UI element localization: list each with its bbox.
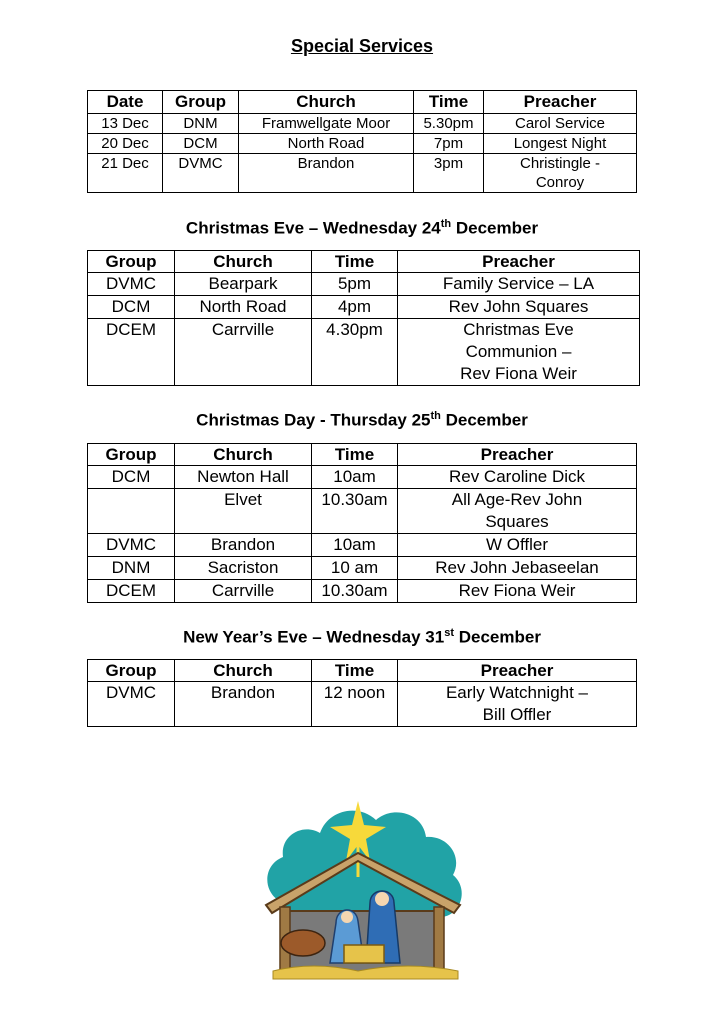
table-cell: Longest Night: [484, 134, 637, 154]
column-header: Group: [88, 251, 175, 273]
table-cell: DVMC: [88, 273, 175, 296]
table-cell: 5.30pm: [414, 114, 484, 134]
table-cell: DCEM: [88, 319, 175, 386]
table-row: [88, 466, 637, 489]
table-cell: Christmas Eve Communion – Rev Fiona Weir: [398, 319, 640, 386]
column-header: Time: [414, 91, 484, 114]
heading-ordinal: th: [430, 410, 441, 422]
table-cell: 21 Dec: [88, 154, 163, 193]
special-services-table: [87, 90, 637, 193]
heading-text: December: [440, 410, 528, 430]
table-cell: Brandon: [175, 682, 312, 727]
joseph-face: [375, 892, 389, 906]
table-cell: 4pm: [312, 296, 398, 319]
table-cell: 10.30am: [312, 489, 398, 534]
table-cell: Bearpark: [175, 273, 312, 296]
page-title: Special Services: [290, 36, 434, 56]
column-header: Preacher: [484, 91, 637, 114]
table-cell: Brandon: [175, 534, 312, 557]
column-header: Church: [239, 91, 414, 114]
column-header: Group: [88, 660, 175, 682]
column-header: Date: [88, 91, 163, 114]
table-cell: Family Service – LA: [398, 273, 640, 296]
column-header: Church: [175, 660, 312, 682]
table-row: [88, 154, 637, 193]
table-cell: DCEM: [88, 580, 175, 603]
table-cell: 13 Dec: [88, 114, 163, 134]
heading-text: December: [454, 627, 541, 647]
table-row: [88, 557, 637, 580]
table-cell: Rev John Squares: [398, 296, 640, 319]
christmas-day-table: [87, 443, 637, 603]
heading-text: Christmas Eve – Wednesday 24: [185, 218, 441, 238]
column-header: Church: [175, 251, 312, 273]
table-cell: DCM: [163, 134, 239, 154]
table-header-row: [88, 91, 637, 114]
new-years-eve-heading: [0, 627, 724, 648]
column-header: Preacher: [398, 444, 637, 466]
table-cell: Carrville: [175, 319, 312, 386]
column-header: Preacher: [398, 660, 637, 682]
table-cell: Early Watchnight – Bill Offler: [398, 682, 637, 727]
table-cell: 10am: [312, 466, 398, 489]
table-cell: 10 am: [312, 557, 398, 580]
table-cell: All Age-Rev John Squares: [398, 489, 637, 534]
table-cell: North Road: [239, 134, 414, 154]
table-cell: 20 Dec: [88, 134, 163, 154]
column-header: Time: [312, 660, 398, 682]
table-row: [88, 580, 637, 603]
heading-text: December: [451, 218, 539, 238]
column-header: Time: [312, 251, 398, 273]
table-row: [88, 682, 637, 727]
ox-icon: [281, 930, 325, 956]
christmas-day-heading: [0, 410, 724, 431]
table-cell: Newton Hall: [175, 466, 312, 489]
manger-icon: [344, 945, 384, 963]
heading-ordinal: st: [444, 627, 454, 639]
nativity-clipart: [258, 795, 468, 985]
table-cell: North Road: [175, 296, 312, 319]
table-header-row: [88, 660, 637, 682]
table-cell: Carrville: [175, 580, 312, 603]
heading-ordinal: th: [440, 218, 452, 230]
table-row: [88, 273, 640, 296]
christmas-eve-heading: [0, 218, 724, 239]
table-row: [88, 319, 640, 386]
table-cell: 12 noon: [312, 682, 398, 727]
table-cell: DCM: [88, 466, 175, 489]
table-cell: Framwellgate Moor: [239, 114, 414, 134]
table-cell: Brandon: [239, 154, 414, 193]
table-cell: Rev Fiona Weir: [398, 580, 637, 603]
table-cell: DCM: [88, 296, 175, 319]
column-header: Preacher: [398, 251, 640, 273]
table-cell: DVMC: [88, 682, 175, 727]
table-cell: DVMC: [163, 154, 239, 193]
table-row: [88, 534, 637, 557]
table-cell: Christingle - Conroy: [484, 154, 637, 193]
heading-text: New Year’s Eve – Wednesday 31: [183, 627, 445, 647]
table-row: [88, 134, 637, 154]
table-header-row: [88, 444, 637, 466]
table-cell: 10.30am: [312, 580, 398, 603]
table-cell: Sacriston: [175, 557, 312, 580]
table-cell: DVMC: [88, 534, 175, 557]
table-cell: W Offler: [398, 534, 637, 557]
christmas-eve-table: [87, 250, 640, 386]
table-row: [88, 114, 637, 134]
table-cell: [88, 489, 175, 534]
table-cell: 7pm: [414, 134, 484, 154]
table-cell: 3pm: [414, 154, 484, 193]
mary-face: [341, 911, 353, 923]
table-row: [88, 489, 637, 534]
table-cell: Rev Caroline Dick: [398, 466, 637, 489]
table-cell: 10am: [312, 534, 398, 557]
table-cell: Rev John Jebaseelan: [398, 557, 637, 580]
table-cell: DNM: [163, 114, 239, 134]
table-header-row: [88, 251, 640, 273]
table-cell: DNM: [88, 557, 175, 580]
column-header: Group: [88, 444, 175, 466]
stable-post: [434, 907, 444, 977]
table-cell: Carol Service: [484, 114, 637, 134]
column-header: Church: [175, 444, 312, 466]
column-header: Group: [163, 91, 239, 114]
table-row: [88, 296, 640, 319]
table-cell: Elvet: [175, 489, 312, 534]
table-cell: 5pm: [312, 273, 398, 296]
table-cell: 4.30pm: [312, 319, 398, 386]
new-years-eve-table: [87, 659, 637, 727]
heading-text: Christmas Day - Thursday 25: [196, 410, 431, 430]
column-header: Time: [312, 444, 398, 466]
